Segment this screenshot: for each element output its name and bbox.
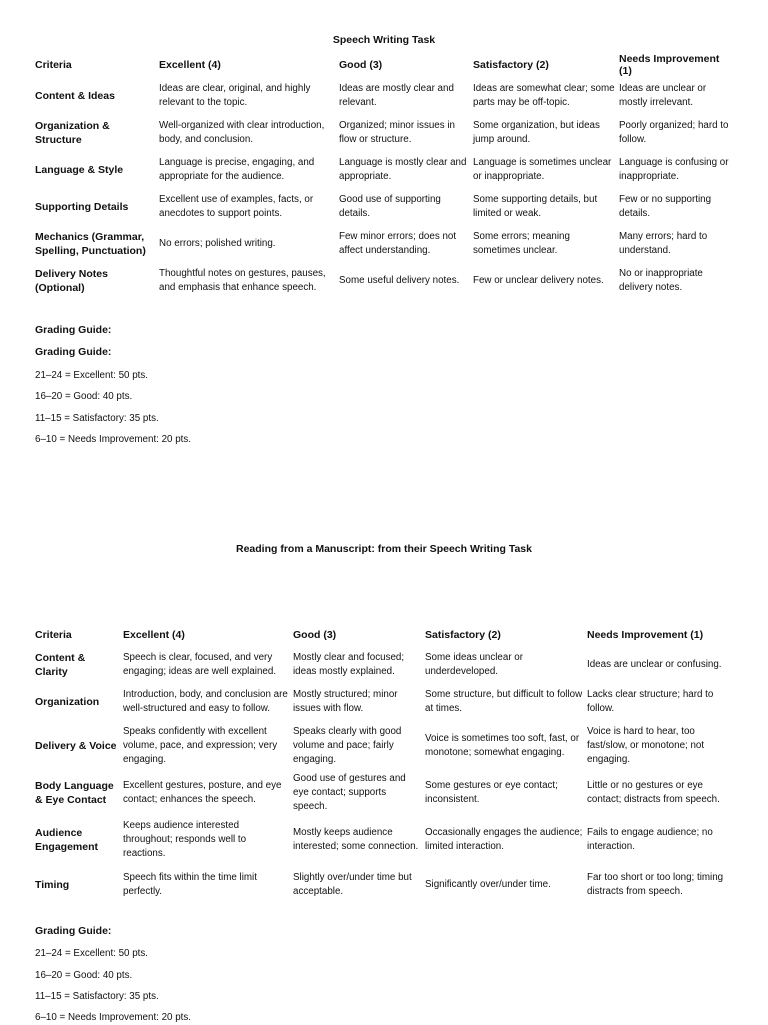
- header-satisfactory: Satisfactory (2): [425, 629, 501, 641]
- needs-improvement-cell: Lacks clear structure; hard to follow.: [587, 688, 714, 714]
- table-row: [33, 866, 733, 903]
- table-row: [33, 683, 733, 720]
- satisfactory-cell: Significantly over/under time.: [425, 878, 551, 890]
- excellent-cell: Keeps audience interested throughout; responds well to reactions.: [123, 820, 247, 859]
- speech-writing-rubric-table: [33, 53, 733, 299]
- criteria-cell: Mechanics (Grammar, Spelling, Punctuation): [35, 230, 146, 257]
- needs-improvement-cell: Poorly organized; hard to follow.: [619, 119, 729, 145]
- satisfactory-cell: Voice is sometimes too soft, fast, or monotone; somewhat engaging.: [425, 733, 580, 758]
- table-row: [33, 188, 733, 225]
- criteria-cell: Delivery & Voice: [35, 740, 117, 752]
- needs-improvement-cell: Little or no gestures or eye contact; distracts from speech.: [587, 780, 720, 805]
- criteria-cell: Language & Style: [35, 163, 124, 176]
- criteria-cell: Content & Clarity: [35, 651, 86, 678]
- header-satisfactory: Satisfactory (2): [473, 59, 549, 71]
- header-needs-improvement: Needs Improvement (1): [619, 53, 720, 77]
- criteria-cell: Body Language & Eye Contact: [35, 780, 114, 806]
- good-cell: Mostly structured; minor issues with flow.: [293, 688, 398, 714]
- header-needs-improvement: Needs Improvement (1): [587, 629, 704, 641]
- criteria-cell: Delivery Notes (Optional): [35, 267, 108, 294]
- needs-improvement-cell: Few or no supporting details.: [619, 193, 712, 219]
- good-cell: Organized; minor issues in flow or structure.: [339, 119, 455, 145]
- table-row: [33, 646, 733, 683]
- excellent-cell: Language is precise, engaging, and appropriate for the audience.: [159, 156, 315, 182]
- grading-guide-line: 21–24 = Excellent: 50 pts.: [35, 370, 149, 381]
- table-row: [33, 225, 733, 262]
- good-cell: Good use of gestures and eye contact; supports speech.: [293, 773, 406, 812]
- grading-guide-label: Grading Guide:: [35, 324, 112, 336]
- grading-guide-line: 16–20 = Good: 40 pts.: [35, 970, 133, 981]
- good-cell: Slightly over/under time but acceptable.: [293, 871, 412, 897]
- excellent-cell: Excellent use of examples, facts, or anecdotes to support points.: [159, 193, 314, 219]
- grading-guide-line: 11–15 = Satisfactory: 35 pts.: [35, 991, 159, 1002]
- needs-improvement-cell: Many errors; hard to understand.: [619, 230, 708, 256]
- satisfactory-cell: Ideas are somewhat clear; some parts may be off-topic.: [473, 82, 615, 108]
- criteria-cell: Timing: [35, 878, 70, 891]
- criteria-cell: Content & Ideas: [35, 89, 115, 102]
- excellent-cell: Well-organized with clear introduction, body, and conclusion.: [159, 119, 325, 145]
- table-header-row: [33, 624, 733, 646]
- satisfactory-cell: Some ideas unclear or underdeveloped.: [425, 651, 524, 677]
- excellent-cell: Speaks confidently with excellent volume, pace, and expression; very engaging.: [123, 726, 278, 765]
- table-row: [33, 772, 733, 814]
- header-good: Good (3): [293, 629, 337, 641]
- excellent-cell: Speech fits within the time limit perfectly.: [123, 871, 257, 897]
- needs-improvement-cell: Fails to engage audience; no interaction.: [587, 827, 713, 852]
- grading-guide-label: Grading Guide:: [35, 346, 112, 358]
- needs-improvement-cell: Far too short or too long; timing distracts from speech.: [587, 871, 724, 897]
- satisfactory-cell: Some gestures or eye contact; inconsistent.: [425, 780, 558, 805]
- table-row: [33, 77, 733, 114]
- good-cell: Speaks clearly with good volume and pace; fairly engaging.: [293, 726, 402, 765]
- excellent-cell: Speech is clear, focused, and very engaging; ideas are well explained.: [123, 651, 277, 677]
- criteria-cell: Supporting Details: [35, 200, 129, 213]
- criteria-cell: Organization & Structure: [35, 119, 110, 146]
- grading-guide-line: 21–24 = Excellent: 50 pts.: [35, 948, 149, 959]
- table-row: [33, 262, 733, 299]
- good-cell: Mostly clear and focused; ideas mostly explained.: [293, 651, 405, 677]
- table-row: [33, 151, 733, 188]
- needs-improvement-cell: Ideas are unclear or confusing.: [587, 658, 722, 670]
- excellent-cell: No errors; polished writing.: [159, 237, 276, 249]
- table-row: [33, 814, 733, 866]
- header-criteria: Criteria: [35, 59, 72, 71]
- satisfactory-cell: Language is sometimes unclear or inappropriate.: [473, 156, 612, 182]
- grading-guide-label: Grading Guide:: [35, 925, 112, 937]
- good-cell: Ideas are mostly clear and relevant.: [339, 82, 454, 108]
- satisfactory-cell: Some supporting details, but limited or weak.: [473, 193, 598, 219]
- satisfactory-cell: Few or unclear delivery notes.: [473, 274, 604, 286]
- needs-improvement-cell: Ideas are unclear or mostly irrelevant.: [619, 82, 707, 108]
- good-cell: Few minor errors; does not affect understanding.: [339, 230, 457, 256]
- section2-title: Reading from a Manuscript: from their Speech Writing Task: [236, 543, 532, 555]
- header-excellent: Excellent (4): [159, 59, 221, 71]
- table-row: [33, 720, 733, 772]
- excellent-cell: Ideas are clear, original, and highly relevant to the topic.: [159, 82, 311, 108]
- grading-guide-line: 11–15 = Satisfactory: 35 pts.: [35, 413, 159, 424]
- excellent-cell: Thoughtful notes on gestures, pauses, and emphasis that enhance speech.: [159, 267, 326, 293]
- table-header-row: [33, 53, 733, 77]
- section1-title: Speech Writing Task: [332, 34, 436, 46]
- header-good: Good (3): [339, 59, 383, 71]
- good-cell: Language is mostly clear and appropriate.: [339, 156, 467, 182]
- needs-improvement-cell: No or inappropriate delivery notes.: [619, 267, 703, 293]
- criteria-cell: Organization: [35, 695, 100, 708]
- satisfactory-cell: Some organization, but ideas jump around.: [473, 119, 600, 145]
- grading-guide-line: 6–10 = Needs Improvement: 20 pts.: [35, 434, 192, 445]
- satisfactory-cell: Occasionally engages the audience; limited interaction.: [425, 827, 583, 852]
- needs-improvement-cell: Language is confusing or inappropriate.: [619, 156, 729, 182]
- excellent-cell: Excellent gestures, posture, and eye contact; enhances the speech.: [123, 780, 282, 805]
- criteria-cell: Audience Engagement: [35, 827, 99, 853]
- grading-guide-line: 16–20 = Good: 40 pts.: [35, 391, 133, 402]
- header-excellent: Excellent (4): [123, 629, 185, 641]
- grading-guide-line: 6–10 = Needs Improvement: 20 pts.: [35, 1012, 192, 1023]
- table-row: [33, 114, 733, 151]
- good-cell: Mostly keeps audience interested; some connection.: [293, 827, 419, 852]
- satisfactory-cell: Some structure, but difficult to follow at times.: [425, 688, 583, 714]
- excellent-cell: Introduction, body, and conclusion are well-structured and easy to follow.: [123, 688, 288, 714]
- manuscript-reading-rubric-table: [33, 624, 733, 903]
- good-cell: Good use of supporting details.: [339, 193, 441, 219]
- needs-improvement-cell: Voice is hard to hear, too fast/slow, or monotone; not engaging.: [587, 726, 705, 765]
- satisfactory-cell: Some errors; meaning sometimes unclear.: [473, 230, 570, 256]
- good-cell: Some useful delivery notes.: [339, 274, 460, 286]
- header-criteria: Criteria: [35, 629, 72, 641]
